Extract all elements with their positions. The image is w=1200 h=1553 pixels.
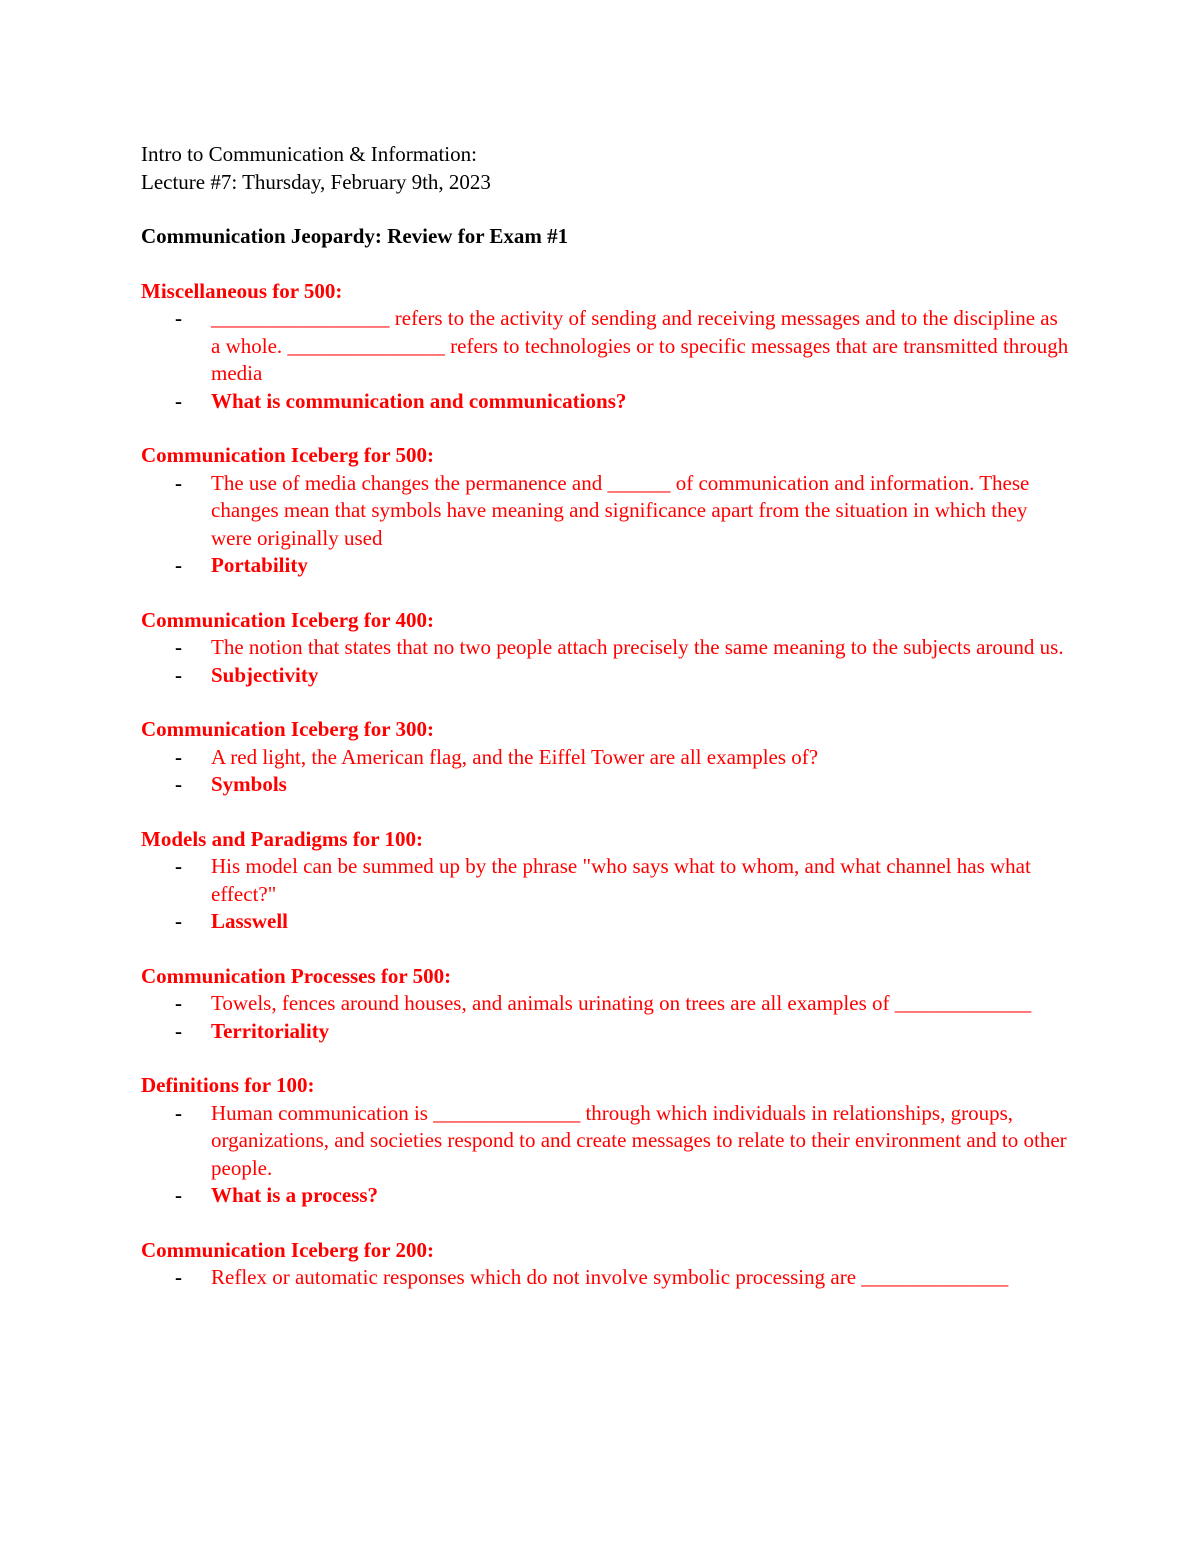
question-item: - Reflex or automatic responses which do not involve symbolic processing are ______________: [141, 1264, 1071, 1292]
section-miscellaneous-500: [141, 278, 1071, 416]
section-heading: Communication Iceberg for 500:: [141, 443, 434, 467]
answer-item: - Portability: [141, 552, 1071, 580]
item-list: [141, 470, 1071, 580]
answer-item: - What is communication and communications?: [141, 388, 1071, 416]
section-iceberg-400: [141, 607, 1071, 690]
section-heading: Miscellaneous for 500:: [141, 278, 343, 303]
answer-item: - What is a process?: [141, 1182, 1071, 1210]
item-list: [141, 853, 1071, 936]
section-iceberg-300: [141, 716, 1071, 799]
section-heading: Models and Paradigms for 100:: [141, 826, 423, 851]
question-item: - Human communication is ______________ through which individuals in relationships, groups, organizations, and societies respond to and create messages to relate to their environment and to other people.: [141, 1100, 1071, 1183]
question-item: - _________________ refers to the activity of sending and receiving messages and to the discipline as a whole. _______________ refers to technologies or to specific messages that are transmitted through media: [141, 305, 1071, 388]
item-list: [141, 634, 1071, 689]
answer-item: - Subjectivity: [141, 662, 1071, 690]
section-definitions-100: [141, 1072, 1071, 1210]
document-title: Communication Jeopardy: Review for Exam #1: [141, 224, 569, 248]
section-heading: Definitions for 100:: [141, 1073, 315, 1097]
answer-item: - Symbols: [141, 771, 1071, 799]
item-list: [141, 990, 1071, 1045]
section-processes-500: [141, 963, 1071, 1046]
question-item: - The use of media changes the permanence and ______ of communication and information. These changes mean that symbols have meaning and significance apart from the situation in which they were originally used: [141, 470, 1071, 553]
section-heading: Communication Iceberg for 400:: [141, 607, 434, 632]
item-list: [141, 1264, 1071, 1292]
answer-item: - Territoriality: [141, 1018, 1071, 1046]
question-item: - The notion that states that no two people attach precisely the same meaning to the subjects around us.: [141, 634, 1071, 662]
section-iceberg-200: [141, 1237, 1071, 1292]
lecture-date: Lecture #7: Thursday, February 9th, 2023: [141, 169, 491, 194]
item-list: [141, 305, 1071, 415]
document-page: [141, 141, 1071, 1319]
section-heading: Communication Processes for 500:: [141, 963, 452, 988]
answer-item: - Lasswell: [141, 908, 1071, 936]
item-list: [141, 1100, 1071, 1210]
item-list: [141, 744, 1071, 799]
question-item: - A red light, the American flag, and the Eiffel Tower are all examples of?: [141, 744, 1071, 772]
question-item: - His model can be summed up by the phrase "who says what to whom, and what channel has what effect?": [141, 853, 1071, 908]
question-item: - Towels, fences around houses, and animals urinating on trees are all examples of _____________: [141, 990, 1071, 1018]
section-heading: Communication Iceberg for 200:: [141, 1237, 434, 1262]
course-title: Intro to Communication & Information:: [141, 142, 477, 166]
section-iceberg-500: [141, 442, 1071, 580]
section-heading: Communication Iceberg for 300:: [141, 717, 434, 741]
section-models-100: [141, 826, 1071, 936]
